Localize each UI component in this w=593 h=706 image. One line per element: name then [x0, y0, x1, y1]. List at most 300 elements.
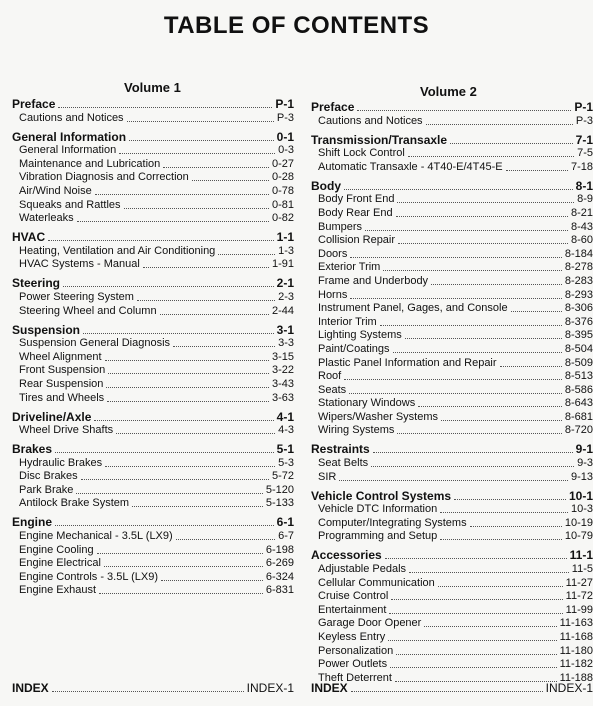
leader-dots: [77, 221, 269, 222]
leader-dots: [107, 401, 269, 402]
leader-dots: [192, 180, 269, 181]
leader-dots: [132, 506, 263, 507]
leader-dots: [397, 433, 561, 434]
leader-dots: [349, 393, 562, 394]
toc-entry[interactable]: [311, 424, 593, 438]
leader-dots: [391, 599, 562, 600]
page-number: 8-1: [575, 178, 593, 193]
entry-label: Wiring Systems: [318, 424, 395, 437]
entry-label: SIR: [318, 470, 337, 483]
section-heading[interactable]: [311, 132, 593, 147]
page-number: 1-3: [278, 244, 294, 257]
toc-entry[interactable]: [12, 337, 294, 351]
entry-label: Wipers/Washer Systems: [318, 410, 439, 423]
page-number: 0-81: [271, 198, 294, 211]
toc-section: [12, 441, 294, 510]
leader-dots: [500, 366, 562, 367]
leader-dots: [424, 626, 556, 627]
page-number: 0-1: [276, 129, 294, 144]
toc-entry[interactable]: [12, 304, 294, 318]
toc-entry[interactable]: [311, 114, 593, 128]
toc-entry[interactable]: [12, 258, 294, 272]
toc-entry[interactable]: [311, 530, 593, 544]
toc-entry[interactable]: [311, 342, 593, 356]
toc-entry[interactable]: [311, 576, 593, 590]
leader-dots: [397, 202, 574, 203]
leader-dots: [55, 452, 274, 453]
entry-label: Keyless Entry: [318, 631, 386, 643]
toc-entry[interactable]: [311, 274, 593, 288]
entry-label: Paint/Coatings: [318, 342, 390, 355]
entry-label: Exterior Trim: [318, 261, 381, 274]
leader-dots: [388, 640, 556, 641]
toc-entry[interactable]: [12, 184, 294, 198]
page-number: 3-63: [271, 391, 294, 404]
section-title: Brakes: [12, 442, 53, 457]
entry-label: HVAC Systems - Manual: [19, 258, 140, 271]
leader-dots: [163, 167, 269, 168]
entry-label: Cautions and Notices: [318, 114, 423, 127]
section-heading[interactable]: [12, 229, 294, 244]
entry-label: Power Steering System: [19, 290, 134, 303]
entry-label: Maintenance and Lubrication: [19, 157, 161, 170]
page-number: 5-133: [265, 497, 294, 510]
leader-dots: [431, 284, 562, 285]
leader-dots: [350, 298, 562, 299]
toc-section: [12, 322, 294, 405]
section-title: Restraints: [311, 442, 370, 457]
toc-section: [311, 488, 593, 544]
toc-section: [12, 129, 294, 226]
entry-label: Cellular Communication: [318, 576, 435, 589]
section-heading[interactable]: [311, 488, 593, 503]
entry-label: Rear Suspension: [19, 377, 104, 390]
page-number: 8-643: [564, 397, 593, 410]
section-title: HVAC: [12, 230, 46, 245]
page-number: 11-182: [559, 658, 593, 671]
leader-dots: [398, 243, 568, 244]
toc-entry[interactable]: [311, 315, 593, 329]
leader-dots: [83, 333, 274, 334]
page-number: 4-1: [276, 409, 294, 424]
toc-entry[interactable]: [311, 630, 593, 644]
entry-label: Waterleaks: [19, 212, 74, 225]
leader-dots: [506, 170, 568, 171]
page-number: 11-72: [565, 590, 593, 603]
page-number: 1-91: [271, 258, 294, 271]
page-number: 6-1: [276, 515, 294, 530]
leader-dots: [351, 691, 543, 692]
section-title: Transmission/Transaxle: [311, 132, 448, 147]
entry-label: Personalization: [318, 644, 394, 657]
page-number: 9-13: [570, 470, 593, 483]
page-number: 6-198: [265, 543, 294, 556]
page-number: 3-22: [271, 364, 294, 377]
page-number: 8-395: [564, 329, 593, 342]
entry-label: Theft Deterrent: [318, 671, 392, 684]
leader-dots: [176, 539, 275, 540]
volume-1-contents: [12, 96, 294, 601]
page-number: 6-7: [278, 530, 294, 543]
toc-entry[interactable]: [12, 570, 294, 584]
entry-label: Entertainment: [318, 603, 387, 616]
page-number: 6-831: [265, 584, 294, 597]
page-number: 5-3: [278, 456, 294, 469]
entry-label: Steering Wheel and Column: [19, 304, 157, 317]
toc-entry[interactable]: [311, 658, 593, 672]
toc-entry[interactable]: [12, 424, 294, 438]
page-number: 8-586: [564, 383, 593, 396]
index-page: INDEX-1: [545, 681, 593, 695]
page-number: 6-269: [265, 557, 294, 570]
page-number: 2-1: [276, 276, 294, 291]
leader-dots: [344, 189, 573, 190]
page-number: 8-513: [564, 370, 593, 383]
entry-label: General Information: [19, 144, 117, 157]
page-title: TABLE OF CONTENTS: [163, 12, 430, 39]
leader-dots: [380, 325, 562, 326]
page-number: 8-184: [564, 247, 593, 260]
leader-dots: [94, 420, 273, 421]
toc-entry[interactable]: [12, 290, 294, 304]
leader-dots: [454, 499, 566, 500]
entry-label: Suspension General Diagnosis: [19, 337, 171, 350]
leader-dots: [129, 140, 274, 141]
leader-dots: [365, 230, 568, 231]
page-number: 3-43: [271, 377, 294, 390]
entry-label: Vibration Diagnosis and Correction: [19, 171, 189, 184]
page-number: 11-180: [559, 644, 593, 657]
leader-dots: [441, 420, 562, 421]
entry-label: Garage Door Opener: [318, 617, 422, 630]
toc-entry[interactable]: [311, 397, 593, 411]
volume-2-index-entry[interactable]: [311, 680, 593, 695]
toc-entry[interactable]: [12, 198, 294, 212]
section-title: Suspension: [12, 322, 81, 337]
page-number: 0-82: [271, 212, 294, 225]
entry-label: Tires and Wheels: [19, 391, 105, 404]
entry-label: Interior Trim: [318, 315, 377, 328]
leader-dots: [119, 153, 275, 154]
leader-dots: [105, 466, 275, 467]
page-number: 8-60: [570, 234, 593, 247]
section-heading[interactable]: [12, 409, 294, 424]
section-title: Accessories: [311, 548, 382, 563]
page-number: 8-509: [564, 356, 593, 369]
entry-label: Stationary Windows: [318, 397, 416, 410]
entry-label: Collision Repair: [318, 234, 396, 247]
toc-entry[interactable]: [12, 111, 294, 125]
page-number: 5-1: [276, 442, 294, 457]
page-number: P-3: [575, 114, 593, 127]
page-number: 1-1: [276, 230, 294, 245]
leader-dots: [116, 433, 275, 434]
toc-entry[interactable]: [12, 483, 294, 497]
entry-label: Frame and Underbody: [318, 274, 429, 287]
page-number: 11-5: [571, 563, 593, 576]
toc-entry[interactable]: [12, 470, 294, 484]
page-number: 4-3: [278, 424, 294, 437]
entry-label: Seats: [318, 383, 347, 396]
leader-dots: [105, 360, 269, 361]
toc-entry[interactable]: [311, 234, 593, 248]
volume-1-index-entry[interactable]: [12, 680, 294, 695]
entry-label: Front Suspension: [19, 364, 106, 377]
leader-dots: [385, 558, 567, 559]
entry-label: Computer/Integrating Systems: [318, 516, 467, 529]
toc-entry[interactable]: [12, 364, 294, 378]
toc-entry[interactable]: [12, 350, 294, 364]
toc-entry[interactable]: [311, 160, 593, 174]
leader-dots: [371, 466, 574, 467]
page-number: 5-72: [271, 470, 294, 483]
section-heading[interactable]: [12, 275, 294, 290]
section-title: Preface: [12, 97, 56, 111]
page-number: 6-324: [265, 570, 294, 583]
toc-entry[interactable]: [311, 206, 593, 220]
entry-label: Disc Brakes: [19, 470, 78, 483]
toc-entry[interactable]: [12, 497, 294, 511]
leader-dots: [396, 216, 568, 217]
page-number: P-1: [574, 100, 593, 114]
leader-dots: [127, 121, 274, 122]
section-heading[interactable]: [12, 322, 294, 337]
section-heading[interactable]: [12, 129, 294, 144]
leader-dots: [63, 286, 274, 287]
toc-entry[interactable]: [311, 247, 593, 261]
toc-entry[interactable]: [311, 356, 593, 370]
leader-dots: [470, 526, 562, 527]
section-heading[interactable]: [311, 441, 593, 456]
entry-label: Cruise Control: [318, 590, 389, 603]
toc-entry[interactable]: [12, 529, 294, 543]
toc-entry[interactable]: [311, 261, 593, 275]
page-number: 10-19: [564, 516, 593, 529]
toc-section: [311, 178, 593, 438]
leader-dots: [357, 110, 571, 111]
toc-entry[interactable]: [311, 470, 593, 484]
toc-section: [12, 409, 294, 438]
toc-section: [12, 275, 294, 317]
leader-dots: [350, 257, 562, 258]
page-number: 0-78: [271, 184, 294, 197]
toc-entry[interactable]: [12, 557, 294, 571]
section-heading[interactable]: [12, 514, 294, 529]
toc-entry[interactable]: [311, 220, 593, 234]
toc-section: [12, 229, 294, 271]
page-number: 3-3: [278, 337, 294, 350]
page-number: 11-163: [559, 617, 593, 630]
toc-entry[interactable]: [311, 603, 593, 617]
toc-entry[interactable]: [12, 543, 294, 557]
page-number: 8-21: [570, 206, 593, 219]
toc-entry[interactable]: [311, 503, 593, 517]
leader-dots: [409, 572, 569, 573]
toc-entry[interactable]: [311, 329, 593, 343]
entry-label: Hydraulic Brakes: [19, 456, 103, 469]
toc-entry[interactable]: [12, 212, 294, 226]
entry-label: Shift Lock Control: [318, 147, 405, 160]
page-number: 11-188: [559, 671, 593, 684]
toc-entry[interactable]: [311, 193, 593, 207]
toc-entry[interactable]: [12, 157, 294, 171]
entry-label: Air/Wind Noise: [19, 184, 92, 197]
toc-entry[interactable]: [12, 456, 294, 470]
section-title: Engine: [12, 515, 53, 530]
entry-label: Vehicle DTC Information: [318, 503, 438, 516]
leader-dots: [55, 525, 274, 526]
entry-label: Body Rear End: [318, 206, 393, 219]
toc-section: [311, 99, 593, 128]
page-number: 7-18: [570, 160, 593, 173]
leader-dots: [124, 208, 269, 209]
leader-dots: [52, 691, 244, 692]
page-number: 8-43: [570, 220, 593, 233]
page-number: 3-15: [271, 350, 294, 363]
toc-entry[interactable]: [311, 147, 593, 161]
page-number: P-3: [276, 111, 294, 124]
leader-dots: [137, 300, 275, 301]
leader-dots: [58, 107, 272, 108]
section-title: Preface: [311, 100, 355, 114]
entry-label: Engine Exhaust: [19, 584, 97, 597]
leader-dots: [344, 379, 562, 380]
toc-entry[interactable]: [311, 383, 593, 397]
leader-dots: [218, 254, 275, 255]
entry-label: Doors: [318, 247, 348, 260]
leader-dots: [408, 156, 574, 157]
toc-section: [311, 441, 593, 483]
page-number: 8-278: [564, 261, 593, 274]
toc-entry[interactable]: [311, 288, 593, 302]
page-number: 0-27: [271, 157, 294, 170]
page-number: 8-283: [564, 274, 593, 287]
toc-section: [12, 514, 294, 597]
toc-section: [311, 547, 593, 684]
page-number: 0-3: [278, 144, 294, 157]
entry-label: Wheel Drive Shafts: [19, 424, 114, 437]
leader-dots: [405, 338, 562, 339]
toc-entry[interactable]: [311, 456, 593, 470]
page-number: 2-44: [271, 304, 294, 317]
toc-entry[interactable]: [12, 171, 294, 185]
toc-entry[interactable]: [311, 302, 593, 316]
section-heading[interactable]: [12, 441, 294, 456]
leader-dots: [440, 512, 568, 513]
leader-dots: [95, 194, 269, 195]
page-number: 8-681: [564, 410, 593, 423]
leader-dots: [438, 586, 563, 587]
section-heading[interactable]: [311, 547, 593, 562]
leader-dots: [81, 479, 269, 480]
page-number: P-1: [275, 97, 294, 111]
leader-dots: [48, 240, 274, 241]
leader-dots: [99, 593, 263, 594]
toc-section: [12, 96, 294, 125]
volume-2-contents: [311, 99, 593, 689]
toc-entry[interactable]: [311, 617, 593, 631]
section-title: Body: [311, 178, 341, 193]
section-title: General Information: [12, 129, 127, 144]
leader-dots: [383, 270, 562, 271]
toc-entry[interactable]: [12, 584, 294, 598]
section-title: Steering: [12, 276, 61, 291]
leader-dots: [106, 387, 269, 388]
leader-dots: [160, 314, 269, 315]
page-number: 8-504: [564, 342, 593, 355]
volume-2-heading: Volume 2: [420, 84, 477, 99]
index-label: INDEX: [12, 681, 49, 695]
section-title: Vehicle Control Systems: [311, 488, 452, 503]
toc-section: [311, 132, 593, 174]
leader-dots: [108, 373, 269, 374]
toc-entry[interactable]: [311, 410, 593, 424]
entry-label: Instrument Panel, Gages, and Console: [318, 302, 508, 315]
leader-dots: [373, 452, 573, 453]
volume-1-heading: Volume 1: [124, 80, 181, 95]
page-number: 8-9: [577, 193, 593, 206]
leader-dots: [418, 406, 562, 407]
leader-dots: [393, 352, 562, 353]
page-number: 7-1: [575, 132, 593, 147]
entry-label: Heating, Ventilation and Air Conditioning: [19, 244, 216, 257]
leader-dots: [161, 580, 263, 581]
toc-entry[interactable]: [311, 370, 593, 384]
entry-label: Power Outlets: [318, 658, 388, 671]
toc-entry[interactable]: [12, 144, 294, 158]
page-number: 5-120: [265, 483, 294, 496]
entry-label: Engine Mechanical - 3.5L (LX9): [19, 530, 173, 543]
entry-label: Wheel Alignment: [19, 350, 102, 363]
page-number: 11-99: [565, 603, 593, 616]
toc-entry[interactable]: [311, 590, 593, 604]
index-page: INDEX-1: [246, 681, 294, 695]
leader-dots: [426, 124, 573, 125]
page-number: 3-1: [276, 322, 294, 337]
leader-dots: [173, 346, 275, 347]
toc-entry[interactable]: [12, 377, 294, 391]
toc-entry[interactable]: [12, 391, 294, 405]
leader-dots: [511, 311, 562, 312]
page-number: 11-27: [565, 576, 593, 589]
entry-label: Plastic Panel Information and Repair: [318, 356, 497, 369]
entry-label: Park Brake: [19, 483, 74, 496]
leader-dots: [389, 613, 562, 614]
leader-dots: [76, 493, 262, 494]
toc-entry[interactable]: [311, 644, 593, 658]
toc-entry[interactable]: [311, 562, 593, 576]
page-number: 9-3: [577, 457, 593, 470]
toc-entry[interactable]: [12, 244, 294, 258]
entry-label: Bumpers: [318, 220, 363, 233]
toc-entry[interactable]: [311, 516, 593, 530]
entry-label: Engine Controls - 3.5L (LX9): [19, 570, 158, 583]
section-heading[interactable]: [12, 96, 294, 111]
entry-label: Programming and Setup: [318, 530, 438, 543]
entry-label: Antilock Brake System: [19, 497, 130, 510]
entry-label: Cautions and Notices: [19, 111, 124, 124]
index-label: INDEX: [311, 681, 348, 695]
leader-dots: [97, 553, 263, 554]
page-number: 8-376: [564, 315, 593, 328]
page-number: 11-1: [569, 548, 593, 563]
entry-label: Horns: [318, 288, 348, 301]
section-heading[interactable]: [311, 178, 593, 193]
section-heading[interactable]: [311, 99, 593, 114]
page-number: 0-28: [271, 171, 294, 184]
page-number: 10-1: [568, 488, 593, 503]
leader-dots: [339, 480, 568, 481]
